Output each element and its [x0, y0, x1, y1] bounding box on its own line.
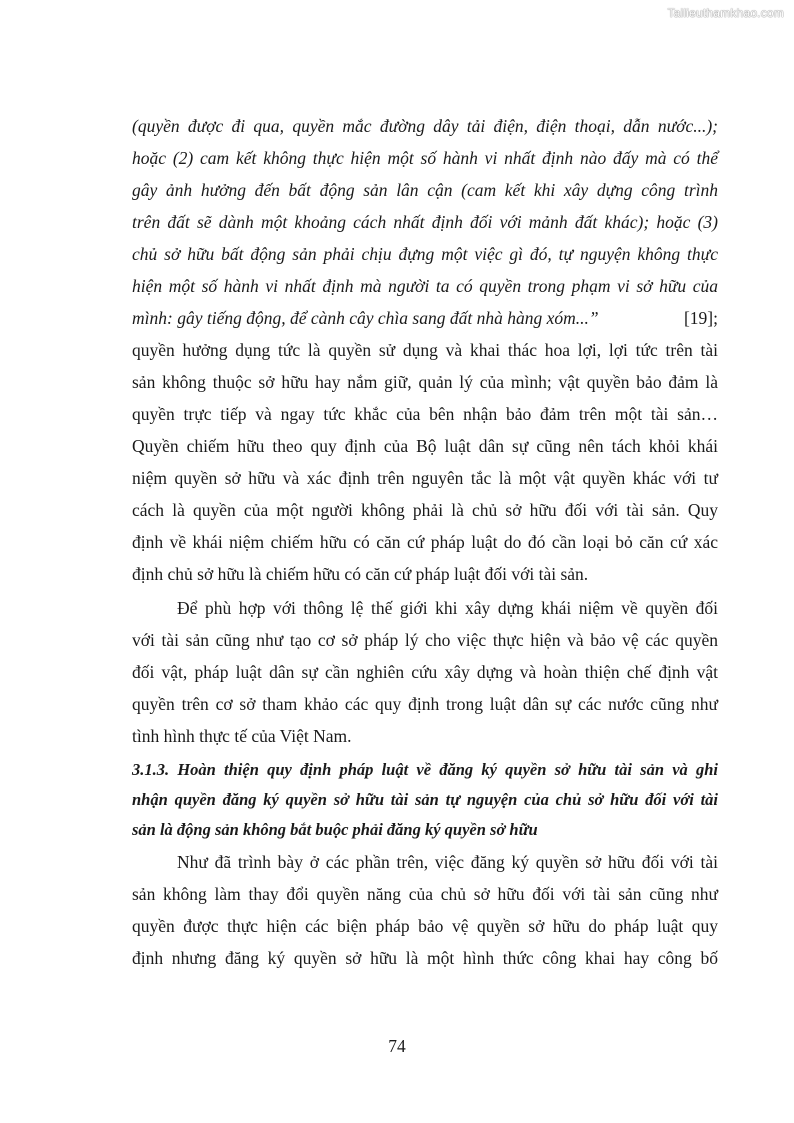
- text-line: gây ảnh hưởng đến bất động sản lân cận (cam kết khi xây dựng công trình: [132, 180, 718, 200]
- text-line: định chủ sở hữu là chiếm hữu có căn cứ pháp luật đối với tài sản.: [132, 564, 589, 584]
- text-line: chủ sở hữu bất động sản phải chịu đựng một việc gì đó, tự nguyện không thực: [132, 244, 718, 264]
- text-line: quyền được thực hiện các biện pháp bảo vệ quyền sở hữu do pháp luật quy: [132, 916, 718, 936]
- text-line: trên đất sẽ dành một khoảng cách nhất định đối với mảnh đất khác); hoặc (3): [132, 212, 718, 232]
- text-line: đối vật, pháp luật dân sự cần nghiên cứu xây dựng và hoàn thiện chế định vật: [132, 662, 718, 682]
- text-line: (quyền được đi qua, quyền mắc đường dây tải điện, điện thoại, dẫn nước...);: [132, 116, 718, 136]
- text-line: Như đã trình bày ở các phần trên, việc đăng ký quyền sở hữu đối với tài: [177, 852, 718, 872]
- text-line: hoặc (2) cam kết không thực hiện một số hành vi nhất định nào đấy mà có thể: [132, 148, 718, 168]
- text-line: với tài sản cũng như tạo cơ sở pháp lý cho việc thực hiện và bảo vệ các quyền: [132, 630, 718, 650]
- text-line: định về khái niệm chiếm hữu có căn cứ pháp luật do đó cần loại bỏ căn cứ xác: [132, 532, 718, 552]
- page-number: 74: [388, 1036, 406, 1056]
- text-line: hiện một số hành vi nhất định mà người ta có quyền trong phạm vi sở hữu của: [132, 276, 718, 296]
- text-line: cách là quyền của một người không phải là chủ sở hữu đối với tài sản. Quy: [132, 500, 718, 520]
- section-heading: nhận quyền đăng ký quyền sở hữu tài sản tự nguyện của chủ sở hữu đối với tài: [132, 790, 718, 809]
- text-line: Quyền chiếm hữu theo quy định của Bộ luật dân sự cũng nên tách khỏi khái: [132, 436, 718, 456]
- text-line: Để phù hợp với thông lệ thế giới khi xây dựng khái niệm về quyền đối: [177, 598, 718, 618]
- text-line: quyền trực tiếp và ngay tức khắc của bên nhận bảo đảm trên một tài sản…: [132, 404, 718, 424]
- text-line-with-citation: [132, 308, 718, 328]
- citation: [19];: [683, 308, 718, 328]
- section-heading: 3.1.3. Hoàn thiện quy định pháp luật về đăng ký quyền sở hữu tài sản và ghi: [132, 760, 718, 779]
- quote-end: mình: gây tiếng động, để cành cây chìa sang đất nhà hàng xóm...”: [132, 308, 599, 328]
- watermark-text: Tailieuthamkhao.com: [667, 6, 784, 20]
- section-heading: sản là động sản không bắt buộc phải đăng ký quyền sở hữu: [132, 820, 538, 839]
- text-line: định nhưng đăng ký quyền sở hữu là một hình thức công khai hay công bố: [132, 948, 718, 968]
- text-line: quyền hưởng dụng tức là quyền sử dụng và khai thác hoa lợi, lợi tức trên tài: [132, 340, 718, 360]
- text-line: tình hình thực tế của Việt Nam.: [132, 726, 352, 746]
- text-line: sản không thuộc sở hữu hay nắm giữ, quản lý của mình; vật quyền bảo đảm là: [132, 372, 718, 392]
- text-line: niệm quyền sở hữu và xác định trên nguyên tắc là một vật quyền khác với tư: [132, 468, 718, 488]
- text-line: quyền trên cơ sở tham khảo các quy định trong luật dân sự các nước cũng như: [132, 694, 718, 714]
- text-line: sản không làm thay đổi quyền năng của chủ sở hữu đối với tài sản cũng như: [132, 884, 718, 904]
